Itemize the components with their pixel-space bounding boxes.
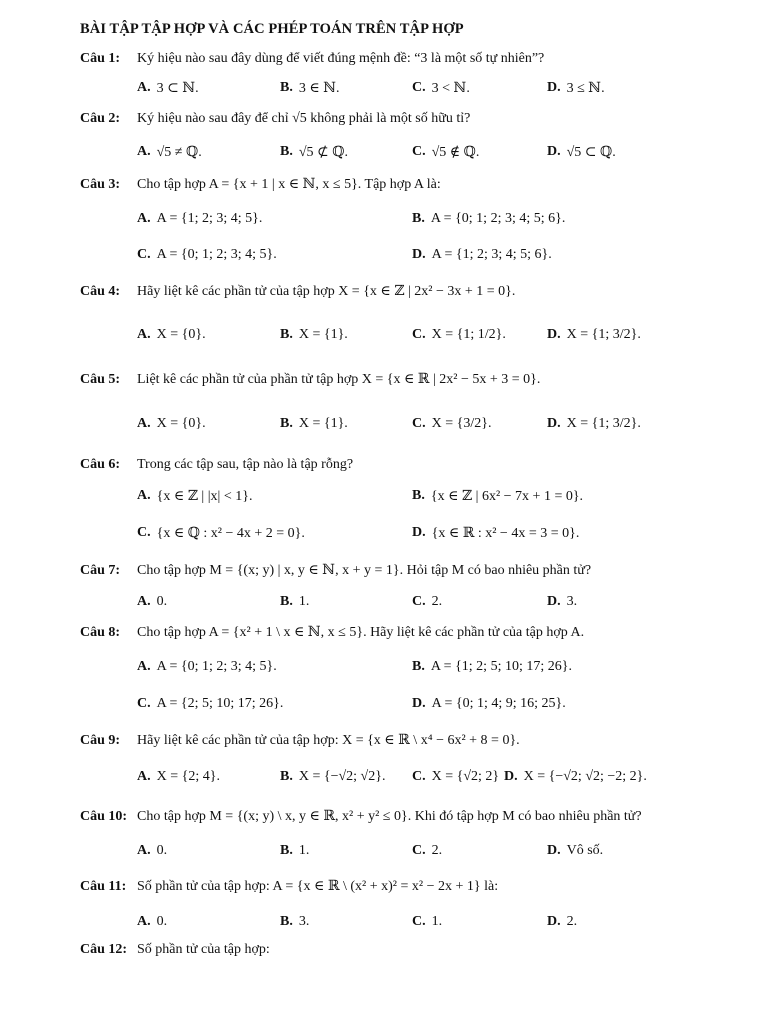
option-letter: A. bbox=[137, 144, 151, 159]
options-row bbox=[0, 831, 768, 871]
option-text: X = {1; 3/2}. bbox=[566, 327, 641, 342]
option-letter: B. bbox=[280, 594, 293, 609]
option-d[interactable] bbox=[547, 902, 577, 942]
option-letter: A. bbox=[137, 594, 151, 609]
option-c[interactable] bbox=[412, 757, 499, 797]
option-letter: B. bbox=[412, 488, 425, 503]
question-text: Cho tập hợp M = {(x; y) \ x, y ∈ ℝ, x² + y² ≤ 0}. Khi đó tập hợp M có bao nhiêu phần tử? bbox=[137, 809, 642, 824]
option-text: X = {1}. bbox=[298, 327, 348, 342]
option-letter: C. bbox=[137, 525, 151, 540]
question-label: Câu 6: bbox=[80, 457, 121, 472]
option-text: A = {0; 1; 2; 3; 4; 5}. bbox=[156, 659, 277, 674]
option-text: X = {3/2}. bbox=[431, 416, 492, 431]
question-text: Cho tập hợp M = {(x; y) | x, y ∈ ℕ, x + y = 1}. Hỏi tập M có bao nhiêu phần tử? bbox=[137, 563, 592, 578]
option-a[interactable] bbox=[137, 582, 167, 622]
page-title: BÀI TẬP TẬP HỢP VÀ CÁC PHÉP TOÁN TRÊN TẬP HỢP bbox=[80, 21, 464, 37]
option-letter: A. bbox=[137, 80, 151, 95]
question-text: Ký hiệu nào sau đây dùng để viết đúng mệnh đề: “3 là một số tự nhiên”? bbox=[137, 51, 545, 66]
option-a[interactable] bbox=[137, 831, 167, 871]
question-12 bbox=[80, 942, 748, 958]
option-letter: D. bbox=[547, 914, 561, 929]
question-label: Câu 4: bbox=[80, 284, 121, 299]
question-10 bbox=[80, 808, 748, 825]
options-row bbox=[0, 902, 768, 942]
option-letter: D. bbox=[547, 416, 561, 431]
option-text: 3 ⊂ ℕ. bbox=[156, 80, 199, 96]
option-letter: C. bbox=[412, 769, 426, 784]
option-b[interactable] bbox=[412, 199, 565, 239]
question-text: Cho tập hợp A = {x² + 1 \ x ∈ ℕ, x ≤ 5}. Hãy liệt kê các phần tử của tập hợp A. bbox=[137, 625, 585, 640]
option-text: √5 ⊄ ℚ. bbox=[298, 144, 348, 160]
option-letter: A. bbox=[137, 416, 151, 431]
question-text: Hãy liệt kê các phần tử của tập hợp: X = {x ∈ ℝ \ x⁴ − 6x² + 8 = 0}. bbox=[137, 733, 520, 748]
option-a[interactable] bbox=[137, 647, 277, 687]
option-letter: D. bbox=[412, 525, 426, 540]
option-text: 3 ∈ ℕ. bbox=[298, 80, 340, 96]
option-d[interactable] bbox=[504, 757, 647, 797]
question-text: Ký hiệu nào sau đây để chỉ √5 không phải là một số hữu tỉ? bbox=[137, 111, 471, 126]
option-c[interactable] bbox=[412, 132, 479, 172]
option-letter: A. bbox=[137, 843, 151, 858]
option-text: 0. bbox=[156, 914, 168, 929]
question-2 bbox=[80, 111, 748, 127]
option-letter: A. bbox=[137, 659, 151, 674]
option-letter: C. bbox=[137, 247, 151, 262]
question-11 bbox=[80, 878, 748, 895]
option-b[interactable] bbox=[280, 757, 385, 797]
option-letter: D. bbox=[547, 80, 561, 95]
question-text: Số phần tử của tập hợp: A = {x ∈ ℝ \ (x² + x)² = x² − 2x + 1} là: bbox=[137, 879, 499, 894]
option-letter: B. bbox=[280, 843, 293, 858]
option-c[interactable] bbox=[412, 831, 442, 871]
option-text: X = {√2; 2} bbox=[431, 769, 500, 784]
option-letter: B. bbox=[280, 914, 293, 929]
option-c[interactable] bbox=[137, 684, 283, 724]
option-c[interactable] bbox=[412, 68, 470, 108]
option-text: X = {1; 1/2}. bbox=[431, 327, 506, 342]
options-row bbox=[0, 582, 768, 622]
question-label: Câu 5: bbox=[80, 372, 121, 387]
question-text: Liệt kê các phần tử của phần tử tập hợp X = {x ∈ ℝ | 2x² − 5x + 3 = 0}. bbox=[137, 372, 541, 387]
option-letter: B. bbox=[280, 416, 293, 431]
option-d[interactable] bbox=[547, 315, 641, 355]
option-text: 1. bbox=[298, 843, 310, 858]
question-label: Câu 3: bbox=[80, 177, 121, 192]
option-text: {x ∈ ℚ : x² − 4x + 2 = 0}. bbox=[156, 525, 305, 541]
option-a[interactable] bbox=[137, 902, 167, 942]
question-label: Câu 7: bbox=[80, 563, 121, 578]
question-label: Câu 12: bbox=[80, 942, 128, 957]
options-row bbox=[0, 476, 768, 516]
option-b[interactable] bbox=[280, 902, 309, 942]
option-text: X = {−√2; √2; −2; 2}. bbox=[523, 769, 647, 784]
option-c[interactable] bbox=[412, 902, 442, 942]
option-text: 2. bbox=[431, 594, 443, 609]
option-letter: B. bbox=[280, 769, 293, 784]
options-row bbox=[0, 404, 768, 444]
option-text: Vô số. bbox=[566, 843, 604, 858]
option-letter: C. bbox=[412, 327, 426, 342]
option-letter: D. bbox=[547, 327, 561, 342]
option-text: 3 < ℕ. bbox=[431, 80, 470, 96]
option-b[interactable] bbox=[412, 476, 583, 516]
question-text: Hãy liệt kê các phần tử của tập hợp X = {x ∈ ℤ | 2x² − 3x + 1 = 0}. bbox=[137, 284, 516, 299]
question-4 bbox=[80, 283, 748, 300]
option-letter: A. bbox=[137, 211, 151, 226]
option-c[interactable] bbox=[412, 404, 491, 444]
option-d[interactable] bbox=[547, 582, 577, 622]
options-row bbox=[0, 684, 768, 724]
option-b[interactable] bbox=[280, 315, 348, 355]
option-d[interactable] bbox=[547, 831, 603, 871]
option-letter: D. bbox=[547, 594, 561, 609]
option-letter: C. bbox=[412, 144, 426, 159]
question-label: Câu 10: bbox=[80, 809, 128, 824]
option-c[interactable] bbox=[412, 582, 442, 622]
option-text: X = {2; 4}. bbox=[156, 769, 220, 784]
option-text: 0. bbox=[156, 843, 168, 858]
option-d[interactable] bbox=[547, 132, 616, 172]
option-letter: A. bbox=[137, 327, 151, 342]
option-a[interactable] bbox=[137, 476, 252, 516]
option-b[interactable] bbox=[280, 831, 309, 871]
option-d[interactable] bbox=[547, 404, 641, 444]
question-1 bbox=[80, 51, 748, 67]
option-text: √5 ≠ ℚ. bbox=[156, 144, 202, 160]
question-text: Trong các tập sau, tập nào là tập rỗng? bbox=[137, 457, 354, 472]
option-letter: B. bbox=[280, 144, 293, 159]
option-letter: D. bbox=[412, 247, 426, 262]
option-text: A = {1; 2; 3; 4; 5}. bbox=[156, 211, 263, 226]
option-b[interactable] bbox=[280, 582, 309, 622]
option-letter: C. bbox=[412, 416, 426, 431]
option-text: X = {0}. bbox=[156, 416, 206, 431]
option-text: A = {1; 2; 3; 4; 5; 6}. bbox=[431, 247, 552, 262]
option-text: √5 ⊂ ℚ. bbox=[566, 144, 616, 160]
options-row bbox=[0, 68, 768, 108]
option-text: A = {1; 2; 5; 10; 17; 26}. bbox=[430, 659, 572, 674]
option-text: X = {1}. bbox=[298, 416, 348, 431]
question-text: Cho tập hợp A = {x + 1 | x ∈ ℕ, x ≤ 5}. Tập hợp A là: bbox=[137, 177, 441, 192]
option-b[interactable] bbox=[280, 68, 340, 108]
options-row bbox=[0, 757, 768, 797]
option-text: 3. bbox=[566, 594, 578, 609]
question-8 bbox=[80, 624, 748, 641]
question-6 bbox=[80, 457, 748, 473]
option-letter: B. bbox=[412, 211, 425, 226]
option-letter: D. bbox=[412, 696, 426, 711]
option-text: 2. bbox=[431, 843, 443, 858]
option-text: A = {0; 1; 2; 3; 4; 5}. bbox=[156, 247, 277, 262]
question-label: Câu 11: bbox=[80, 879, 127, 894]
options-row bbox=[0, 513, 768, 553]
option-c[interactable] bbox=[137, 235, 277, 275]
option-b[interactable] bbox=[280, 132, 348, 172]
option-text: A = {0; 1; 2; 3; 4; 5; 6}. bbox=[430, 211, 566, 226]
option-a[interactable] bbox=[137, 404, 206, 444]
option-b[interactable] bbox=[412, 647, 572, 687]
option-text: 3 ≤ ℕ. bbox=[566, 80, 605, 96]
options-row bbox=[0, 647, 768, 687]
option-letter: B. bbox=[280, 327, 293, 342]
question-9 bbox=[80, 732, 748, 749]
option-text: {x ∈ ℝ : x² − 4x = 3 = 0}. bbox=[431, 525, 580, 541]
option-a[interactable] bbox=[137, 132, 202, 172]
options-row bbox=[0, 199, 768, 239]
option-text: 3. bbox=[298, 914, 310, 929]
option-text: {x ∈ ℤ | |x| < 1}. bbox=[156, 488, 253, 504]
question-3 bbox=[80, 176, 748, 193]
option-text: 1. bbox=[431, 914, 443, 929]
option-letter: A. bbox=[137, 769, 151, 784]
option-a[interactable] bbox=[137, 315, 206, 355]
option-letter: B. bbox=[280, 80, 293, 95]
option-a[interactable] bbox=[137, 199, 262, 239]
option-a[interactable] bbox=[137, 68, 199, 108]
options-row bbox=[0, 315, 768, 355]
option-d[interactable] bbox=[412, 513, 579, 553]
option-letter: C. bbox=[412, 80, 426, 95]
option-c[interactable] bbox=[412, 315, 506, 355]
question-label: Câu 2: bbox=[80, 111, 121, 126]
option-letter: D. bbox=[547, 843, 561, 858]
options-row bbox=[0, 235, 768, 275]
option-text: X = {0}. bbox=[156, 327, 206, 342]
option-text: 1. bbox=[298, 594, 310, 609]
option-letter: D. bbox=[547, 144, 561, 159]
option-letter: B. bbox=[412, 659, 425, 674]
option-d[interactable] bbox=[412, 684, 566, 724]
option-a[interactable] bbox=[137, 757, 220, 797]
option-text: X = {−√2; √2}. bbox=[298, 769, 386, 784]
option-b[interactable] bbox=[280, 404, 348, 444]
option-d[interactable] bbox=[412, 235, 552, 275]
option-letter: C. bbox=[412, 594, 426, 609]
option-c[interactable] bbox=[137, 513, 305, 553]
options-row bbox=[0, 132, 768, 172]
question-7 bbox=[80, 562, 748, 579]
option-text: 2. bbox=[566, 914, 578, 929]
question-label: Câu 9: bbox=[80, 733, 121, 748]
option-d[interactable] bbox=[547, 68, 605, 108]
question-5 bbox=[80, 371, 748, 388]
option-letter: D. bbox=[504, 769, 518, 784]
option-letter: C. bbox=[412, 843, 426, 858]
question-text: Số phần tử của tập hợp: bbox=[137, 942, 270, 957]
option-text: X = {1; 3/2}. bbox=[566, 416, 641, 431]
option-text: √5 ∉ ℚ. bbox=[431, 144, 480, 160]
question-label: Câu 8: bbox=[80, 625, 121, 640]
option-text: {x ∈ ℤ | 6x² − 7x + 1 = 0}. bbox=[430, 488, 584, 504]
option-letter: C. bbox=[137, 696, 151, 711]
option-text: A = {2; 5; 10; 17; 26}. bbox=[156, 696, 284, 711]
question-label: Câu 1: bbox=[80, 51, 121, 66]
option-text: 0. bbox=[156, 594, 168, 609]
option-text: A = {0; 1; 4; 9; 16; 25}. bbox=[431, 696, 566, 711]
option-letter: A. bbox=[137, 914, 151, 929]
option-letter: A. bbox=[137, 488, 151, 503]
option-letter: C. bbox=[412, 914, 426, 929]
